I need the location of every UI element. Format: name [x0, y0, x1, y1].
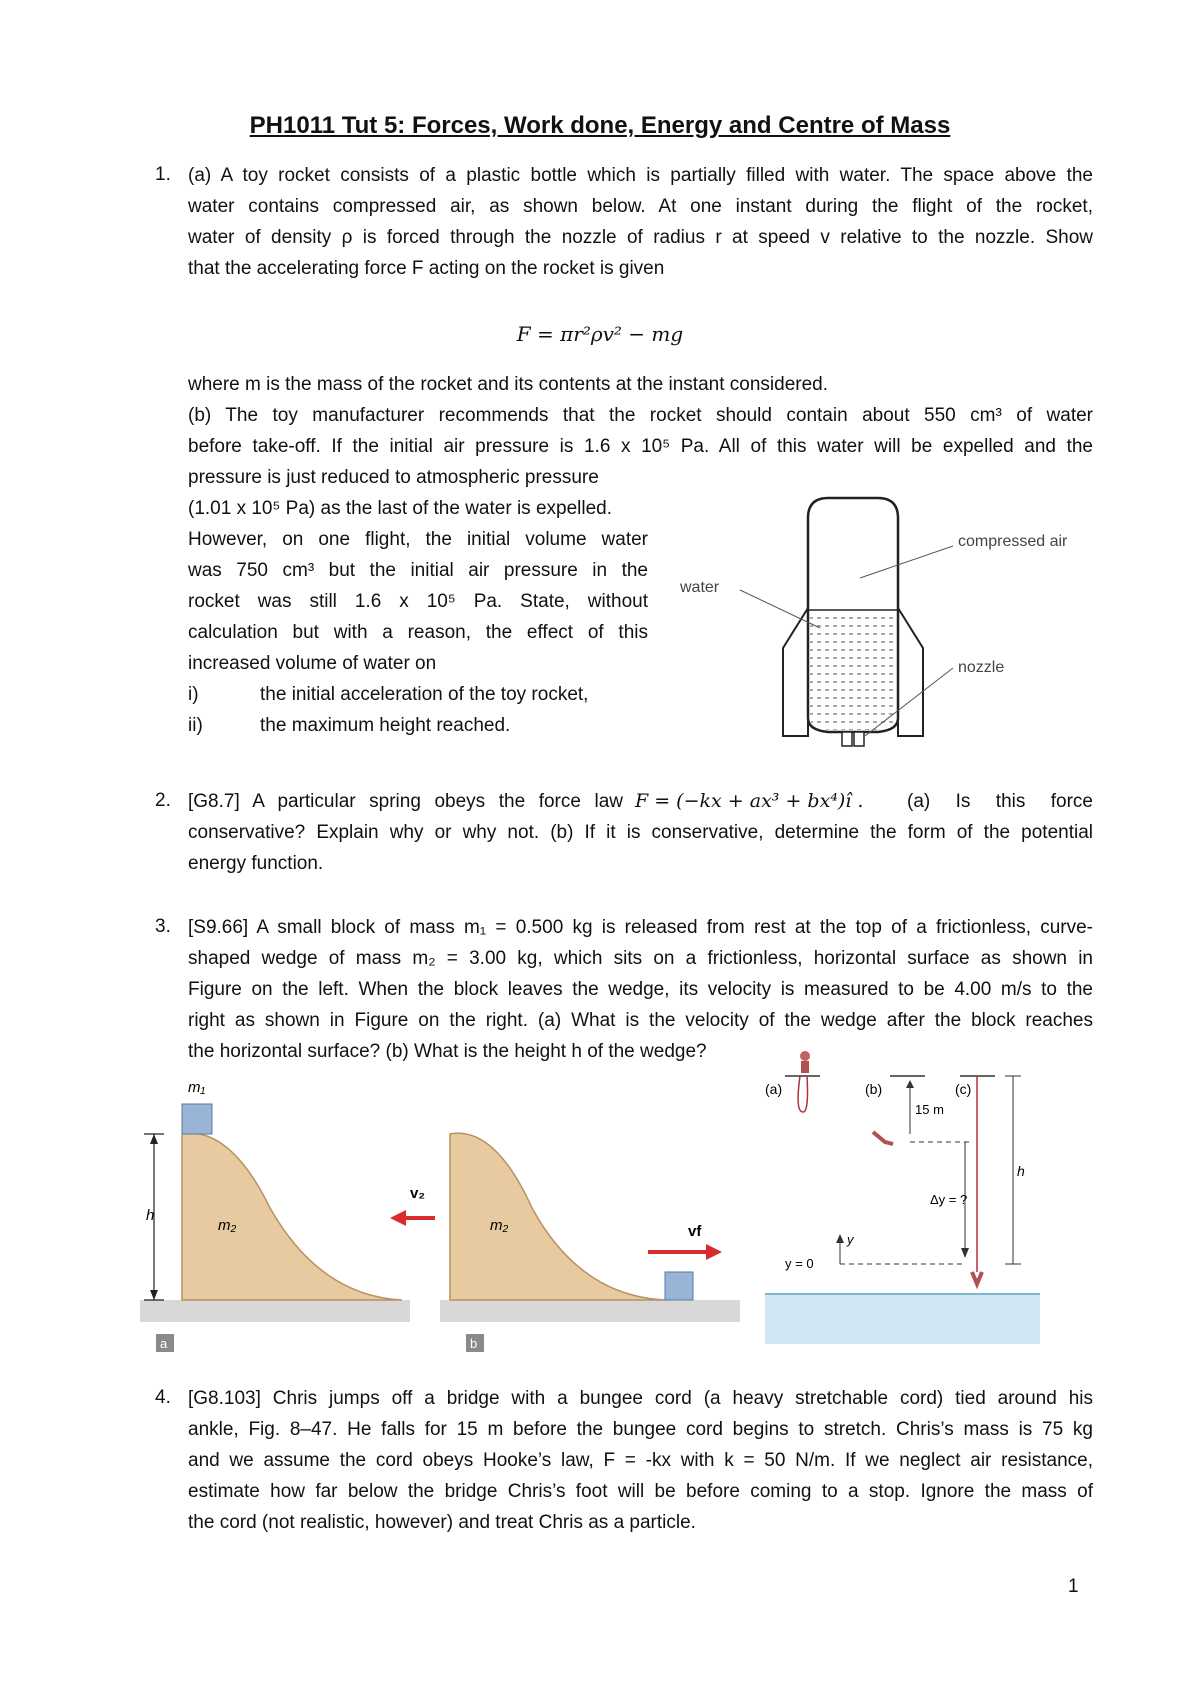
panel-a-label: a [160, 1336, 168, 1351]
fifteen-m-label: 15 m [915, 1102, 944, 1117]
wedge-b [450, 1133, 665, 1300]
compressed-air-label: compressed air [958, 533, 1068, 550]
y-axis-label: y [847, 1232, 854, 1247]
rocket-diagram [680, 478, 1100, 748]
v2-arrow [390, 1210, 406, 1226]
q1-line: rocket was still 1.6 x 10⁵ Pa. State, without [188, 591, 648, 612]
water-label: water [680, 579, 720, 596]
delta-y-label: Δy = ? [930, 1192, 968, 1207]
block-a [182, 1104, 212, 1134]
vf-arrow [706, 1244, 722, 1260]
q1-line: pressure is just reduced to atmospheric pressure [188, 467, 599, 488]
h-label-bungee: h [1017, 1163, 1025, 1179]
page-title: PH1011 Tut 5: Forces, Work done, Energy and Centre of Mass [249, 112, 951, 139]
q1-line: where m is the mass of the rocket and its contents at the instant considered. [188, 374, 828, 395]
q4-line: [G8.103] Chris jumps off a bridge with a bungee cord (a heavy stretchable cord) tied around his [188, 1388, 1093, 1409]
vf-label: vf [688, 1223, 702, 1240]
q2-line: (a) Is this force [907, 791, 1093, 812]
q2-line: energy function. [188, 853, 324, 874]
q2-force-formula: F = (−kx + ax³ + bx⁴)î . [635, 790, 864, 812]
q1-line: (b) The toy manufacturer recommends that the rocket should contain about 550 cm³ of water [188, 405, 1093, 426]
m2-label: m₂ [218, 1217, 237, 1234]
q1-sub-label: ii) [188, 715, 203, 736]
m1-label: m₁ [188, 1079, 206, 1096]
q1-line: (a) A toy rocket consists of a plastic bottle which is partially filled with water. The space above the [188, 165, 1093, 186]
page-number: 1 [1068, 1576, 1079, 1597]
nozzle-label: nozzle [958, 659, 1005, 676]
q1-line: that the accelerating force F acting on the rocket is given [188, 258, 665, 279]
bungee-diagram [765, 1034, 1065, 1344]
q4-line: the cord (not realistic, however) and treat Chris as a particle. [188, 1512, 696, 1533]
q1-line: calculation but with a reason, the effect of this [188, 622, 648, 643]
q1-equation: F = πr²ρv² − mg [516, 322, 684, 346]
q1-sub-text: the maximum height reached. [260, 715, 511, 736]
q3-line: Figure on the left. When the block leaves the wedge, its velocity is measured to be 4.00 m/s to the [188, 979, 1093, 1000]
fig-c-label: (c) [955, 1081, 972, 1097]
v2-label: v₂ [410, 1185, 426, 1202]
q2-line: conservative? Explain why or why not. (b) If it is conservative, determine the form of the potential [188, 822, 1093, 843]
y0-label: y = 0 [785, 1256, 814, 1271]
q1-line: water contains compressed air, as shown below. At one instant during the flight of the rocket, [188, 196, 1093, 217]
q1-sub-label: i) [188, 684, 199, 705]
q4-number: 4. [155, 1387, 171, 1408]
wedge-a [182, 1133, 402, 1300]
q3-number: 3. [155, 916, 171, 937]
m2-label: m₂ [490, 1217, 509, 1234]
fig-b-label: (b) [865, 1081, 883, 1097]
fig-a-label: (a) [765, 1081, 783, 1097]
q3-line: right as shown in Figure on the right. (a) What is the velocity of the wedge after the block reaches [188, 1010, 1093, 1031]
q1-line: water of density ρ is forced through the nozzle of radius r at speed v relative to the nozzle. Show [188, 227, 1093, 248]
q1-sub-text: the initial acceleration of the toy rocket, [260, 684, 589, 705]
q2-number: 2. [155, 790, 171, 811]
q1-line: (1.01 x 10⁵ Pa) as the last of the water is expelled. [188, 498, 612, 519]
q3-line: shaped wedge of mass m₂ = 3.00 kg, which sits on a frictionless, horizontal surface as shown in [188, 948, 1093, 969]
q4-line: estimate how far below the bridge Chris’s foot will be before coming to a stop. Ignore the mass of [188, 1481, 1093, 1502]
q4-line: ankle, Fig. 8–47. He falls for 15 m before the bungee cord begins to stretch. Chris’s mass is 75 kg [188, 1419, 1093, 1440]
panel-b-label: b [470, 1336, 478, 1351]
block-b [665, 1272, 693, 1300]
q3-line: [S9.66] A small block of mass m₁ = 0.500 kg is released from rest at the top of a frictionless, curve- [188, 917, 1093, 938]
q3-line: the horizontal surface? (b) What is the height h of the wedge? [188, 1041, 707, 1062]
q1-line: increased volume of water on [188, 653, 437, 674]
q1-line: However, on one flight, the initial volume water [188, 529, 648, 550]
q1-number: 1. [155, 164, 171, 185]
h-label: h [146, 1207, 155, 1224]
wedge-diagram [140, 1068, 740, 1358]
q2-line: [G8.7] A particular spring obeys the force law [188, 791, 623, 812]
q4-line: and we assume the cord obeys Hooke’s law, F = -kx with k = 50 N/m. If we neglect air resistance, [188, 1450, 1093, 1471]
q1-line: was 750 cm³ but the initial air pressure in the [188, 560, 648, 581]
q1-line: before take-off. If the initial air pressure is 1.6 x 10⁵ Pa. All of this water will be expelled and the [188, 436, 1093, 457]
